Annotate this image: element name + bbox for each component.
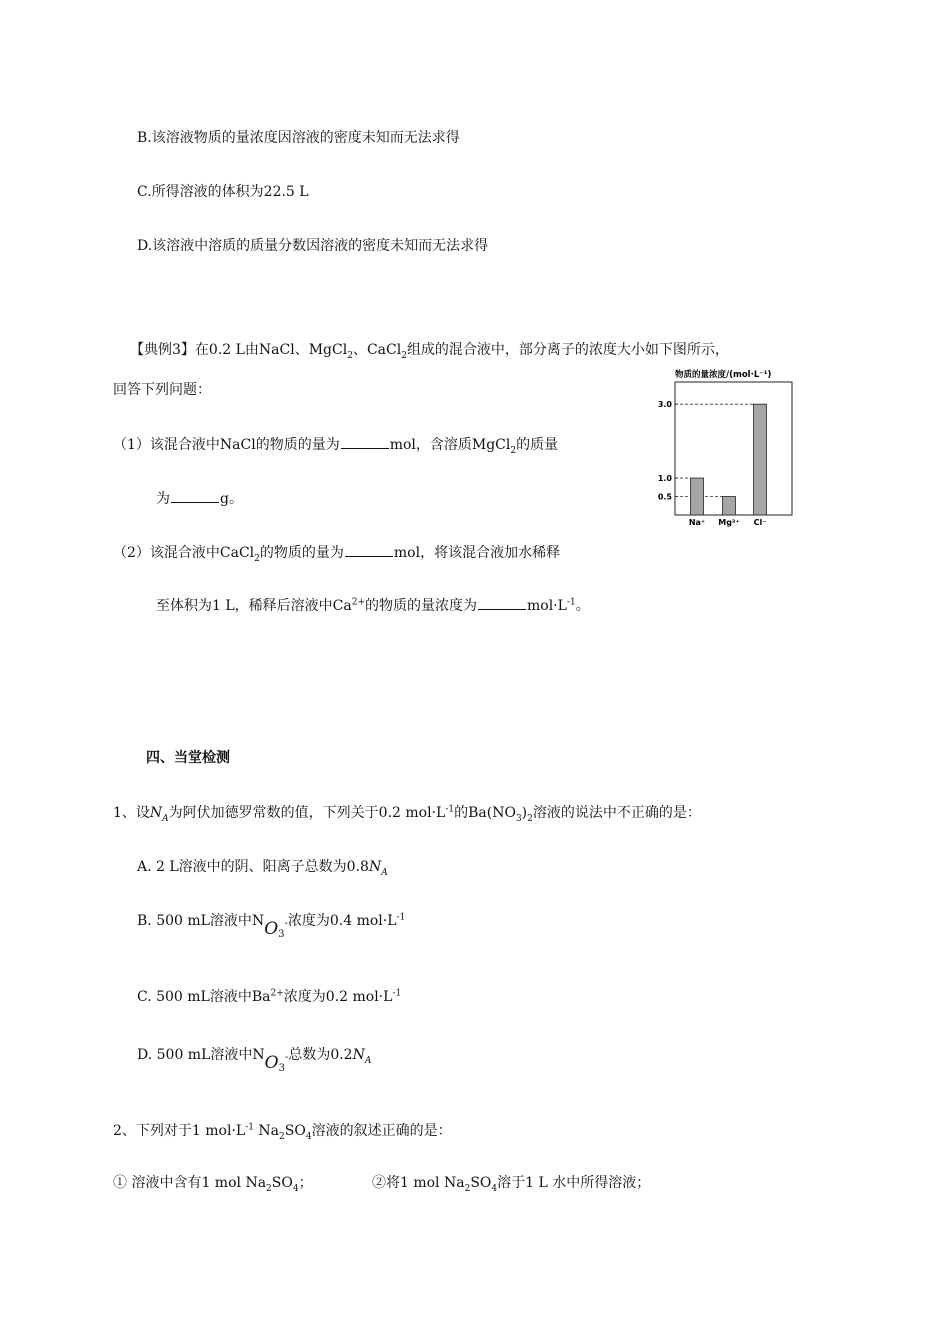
q1-option-d[interactable]	[137, 1044, 372, 1074]
q2-option-1[interactable]	[113, 1173, 313, 1193]
sup: -	[284, 1052, 289, 1063]
intro-a: 在0.2 L由NaCl、MgCl	[194, 342, 348, 358]
q1-stem	[113, 803, 701, 823]
y-tick-label: 3.0	[657, 400, 672, 410]
q1-option-c[interactable]	[137, 987, 401, 1007]
example3-q1	[113, 434, 558, 455]
q2-opt1-a: ① 溶液中含有1 mol Na	[113, 1175, 267, 1191]
q2-stem-c: SO	[284, 1123, 306, 1139]
section4-title-text: 四、当堂检测	[146, 750, 230, 766]
example3-q2	[113, 542, 560, 563]
q1-b: mol，含溶质MgCl	[389, 437, 511, 453]
q1-option-d-b: 总数为0.2	[288, 1047, 353, 1063]
q2-stem-a: 2、下列对于1 mol·L	[113, 1123, 246, 1139]
q2-opt1-b: SO	[271, 1175, 293, 1191]
q1-a: （1）该混合液中NaCl的物质的量为	[113, 437, 340, 453]
example3-q2-line2	[156, 595, 590, 616]
q2-line2-b: 的物质的量浓度为	[365, 598, 477, 614]
sup: -1	[445, 804, 455, 815]
bar-1	[723, 497, 736, 515]
q2-stem	[113, 1121, 452, 1141]
sup: -1	[392, 988, 402, 999]
nitrate-o: O	[264, 1053, 279, 1073]
answer-blank[interactable]	[171, 488, 219, 503]
sub: 3	[278, 929, 285, 940]
q2-stem-d: 溶液的叙述正确的是：	[311, 1123, 452, 1139]
q2-opt2-b: SO	[470, 1175, 492, 1191]
sub: 4	[305, 1131, 312, 1142]
sub: 4	[491, 1183, 498, 1194]
na-symbol: N	[149, 805, 163, 821]
bar-2	[754, 404, 767, 515]
example3-q1-line2	[156, 488, 243, 509]
q1-stem-a: 1、设	[113, 805, 150, 821]
sup: -	[284, 918, 288, 929]
sub: 2	[266, 1183, 272, 1194]
sup: -1	[566, 597, 576, 608]
sub: 4	[292, 1183, 299, 1194]
q2-opt1-c: ；	[298, 1175, 313, 1191]
q2-stem-b: Na	[253, 1123, 280, 1139]
q2-c: mol，将该混合液加水稀释	[393, 545, 561, 561]
q1-option-c-b: 浓度为0.2 mol·L	[283, 989, 393, 1005]
intro-c: 组成的混合液中，部分离子的浓度大小如下图所示，	[406, 342, 729, 358]
q1-option-c-a: C. 500 mL溶液中Ba	[137, 989, 271, 1005]
sub: 2	[254, 553, 260, 564]
intro-b: 、CaCl	[352, 342, 402, 358]
example3-label: 【典例3】	[130, 342, 195, 358]
q1-stem-e: 溶液的说法中不正确的是：	[532, 805, 701, 821]
option-b-prev	[137, 128, 460, 148]
q2-line2-d: 。	[575, 598, 590, 614]
q2-a: （2）该混合液中CaCl	[113, 545, 255, 561]
example3-intro-line2	[113, 380, 211, 400]
sup: 2+	[351, 597, 365, 608]
q1-stem-d: )	[521, 805, 528, 821]
answer-blank[interactable]	[345, 542, 393, 557]
y-tick-label: 0.5	[657, 492, 672, 502]
answer-blank[interactable]	[478, 595, 526, 610]
x-tick-label: Cl⁻	[753, 518, 767, 527]
q1-option-b-a: B. 500 mL溶液中N	[137, 913, 265, 929]
option-d-text: D.该溶液中溶质的质量分数因溶液的密度未知而无法求得	[137, 238, 489, 254]
q1-option-a-text: A. 2 L溶液中的阴、阳离子总数为0.8	[137, 859, 369, 875]
sup: -1	[396, 912, 406, 923]
option-c-prev	[137, 182, 309, 202]
x-tick-label: Na⁺	[688, 518, 706, 527]
option-c-text: C.所得溶液的体积为22.5 L	[137, 184, 309, 200]
sup: 2+	[270, 988, 284, 999]
q1-option-d-a: D. 500 mL溶液中N	[137, 1047, 265, 1063]
y-tick-label: 1.0	[657, 474, 672, 484]
q1-line2-b: g。	[220, 491, 243, 507]
sub: 2	[510, 445, 517, 456]
sub: 2	[401, 350, 407, 361]
option-b-text: B.该溶液物质的量浓度因溶液的密度未知而无法求得	[137, 130, 460, 146]
q2-line2-c: mol·L	[527, 598, 567, 614]
q1-stem-b: 为阿伏加德罗常数的值，下列关于0.2 mol·L	[168, 805, 446, 821]
sub: 2	[527, 813, 533, 824]
sub: A	[364, 1055, 372, 1066]
sub: A	[381, 867, 388, 878]
na-symbol: N	[352, 1047, 365, 1063]
section4-title	[146, 748, 230, 768]
intro-line2: 回答下列问题：	[113, 382, 211, 398]
q1-option-a[interactable]	[137, 857, 388, 877]
example3-intro	[130, 340, 729, 360]
q1-c: 的质量	[516, 437, 559, 453]
q1-line2-a: 为	[156, 491, 170, 507]
q1-stem-c: 的Ba(NO	[454, 805, 516, 821]
q2-option-2[interactable]	[372, 1173, 650, 1193]
q1-option-b[interactable]	[137, 910, 406, 940]
sub: 2	[279, 1131, 285, 1142]
q1-option-b-b: 浓度为0.4 mol·L	[287, 913, 397, 929]
q2-line2-a: 至体积为1 L，稀释后溶液中Ca	[156, 598, 352, 614]
nitrate-o: O	[264, 919, 279, 939]
answer-blank[interactable]	[341, 434, 389, 449]
ion-concentration-chart	[655, 365, 800, 535]
sub: 3	[515, 813, 522, 824]
sup: -1	[245, 1122, 254, 1133]
chart-title: 物质的量浓度/(mol·L⁻¹)	[675, 370, 772, 380]
sub: 2	[347, 350, 353, 361]
na-symbol: N	[368, 859, 382, 875]
sub: A	[162, 813, 169, 824]
x-tick-label: Mg²⁺	[718, 518, 740, 527]
bar-0	[691, 478, 704, 515]
sub: 2	[464, 1183, 471, 1194]
option-d-prev	[137, 236, 488, 256]
sub: 3	[278, 1063, 285, 1074]
q2-opt2-a: ②将1 mol Na	[372, 1175, 465, 1191]
q2-b: 的物质的量为	[259, 545, 344, 561]
q2-opt2-c: 溶于1 L 水中所得溶液；	[497, 1175, 651, 1191]
